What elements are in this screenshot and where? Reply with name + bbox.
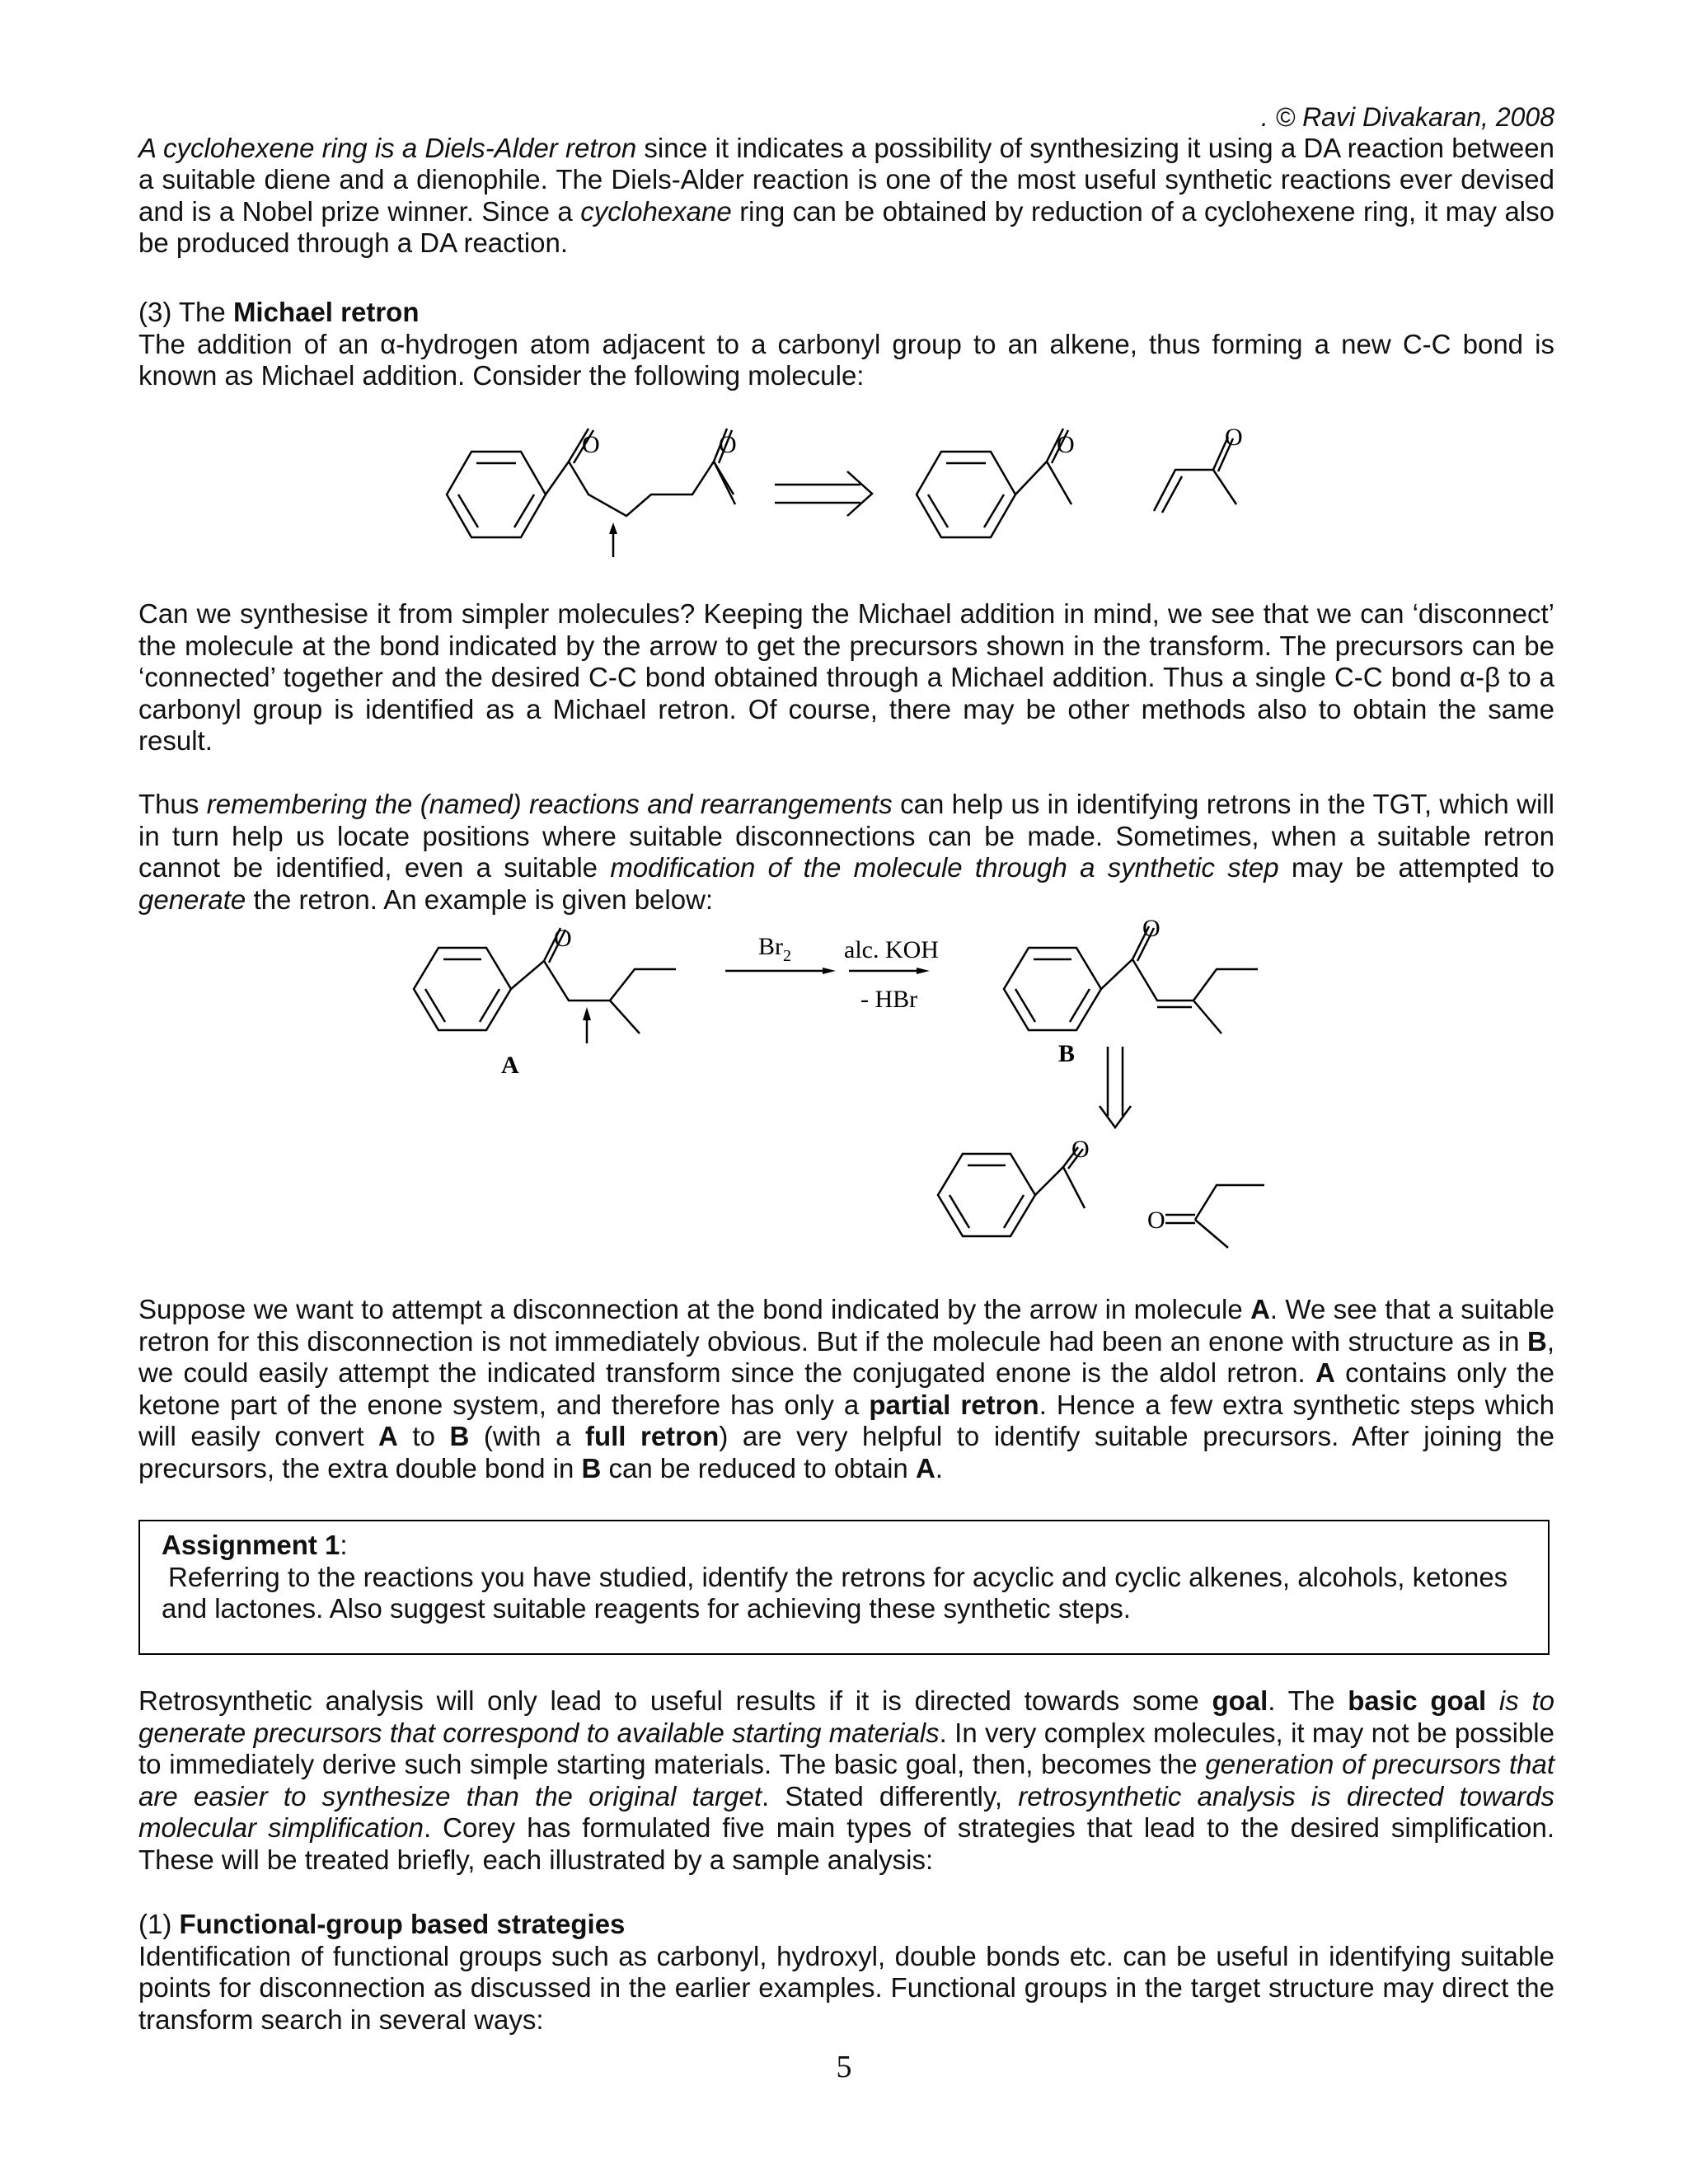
functional-group-section (138, 1909, 1554, 2036)
assignment-text: Referring to the reactions you have studied, identify the retrons for acyclic and cyclic alkenes, alcohols, ketones and lactones. Also suggest suitable reagents for achieving these synthetic steps. (162, 1561, 1508, 1624)
reagent-br2: $Br_2$ (758, 933, 791, 965)
oxygen-label: O (582, 431, 600, 458)
assignment-box (138, 1520, 1550, 1655)
assignment-title: Assignment 1: (162, 1530, 348, 1560)
retro-arrow-down (1100, 1047, 1131, 1127)
reagent-hbr: - HBr (860, 986, 918, 1013)
precursor-butanone (1147, 1185, 1264, 1248)
retrosynthetic-goal-paragraph: Retrosynthetic analysis will only lead to useful results if it is directed towards some goal. The basic goal is to generate precursors that correspond to available starting materials. In very complex molecules, it may not be possible to immediately derive such simple starting materials. The basic goal, then, becomes the generation of precursors that are easier to synthesize than the original target. Stated differently, retrosynthetic analysis is directed towards molecular simplification. Corey has formulated five main types of strategies that lead to the desired simplification. These will be treated briefly, each illustrated by a sample analysis: (138, 1685, 1555, 1875)
oxygen-label: O (1057, 431, 1075, 458)
body-text: ring can be obtained by reduction of a cyclohexene ring, it may also be produced through a DA reaction. (138, 195, 1554, 258)
oxygen-label: O (719, 431, 737, 458)
oxygen-label: O (1147, 1207, 1165, 1234)
reaction-arrow (725, 968, 930, 974)
precursor-acetophenone (938, 1136, 1090, 1236)
body-text: may be attempted to (1278, 852, 1555, 883)
body-text: Can we synthesise it from simpler molecules? Keeping the Michael addition in mind, we see that we can ‘disconnect’ the molecule at the bond indicated by the arrow to get the precursors shown in the transform. The precursors can be ‘connected’ together and the desired C-C bond obtained through a Michael addition. Thus a single C-C bond α-β to a carbonyl group is identified as a Michael retron. Of course, there may be other methods also to obtain the same result. (138, 598, 1554, 756)
body-text: Thus (138, 789, 207, 819)
oxygen-label: O (554, 925, 572, 952)
oxygen-label: O (1142, 915, 1160, 942)
italic-text: A cyclohexene ring is a Diels-Alder retron (138, 132, 637, 163)
body-text: can help us in identifying retrons in the TGT, which will in turn help us locate positions where suitable disconnections can be made. Sometimes, when a suitable retron cannot be identified, even a suitable (138, 789, 1554, 883)
body-text: the retron. An example is given below: (246, 883, 714, 915)
molecule-label-a: A (501, 1052, 519, 1079)
molecule-a (414, 925, 676, 1079)
italic-text: cyclohexane (580, 195, 732, 227)
partial-retron-paragraph: Suppose we want to attempt a disconnection at the bond indicated by the arrow in molecule A. We see that a suitable retron for this disconnection is not immediately obvious. But if the molecule had been an enone with structure as in B, we could easily attempt the indicated transform since the conjugated enone is the aldol retron. A contains only the ketone part of the enone system, and therefore has only a partial retron. Hence a few extra synthetic steps which will easily convert A to B (with a full retron) are very helpful to identify suitable precursors. After joining the precursors, the extra double bond in B can be reduced to obtain A. (138, 1294, 1555, 1483)
italic-text: modification of the molecule through a synthetic step (610, 852, 1279, 883)
oxygen-label: O (1071, 1136, 1090, 1163)
section-heading: (1) Functional-group based strategies (138, 1909, 626, 1939)
italic-text: remembering the (named) reactions and rearrangements (206, 789, 893, 819)
body-text: The addition of an α-hydrogen atom adjacent to a carbonyl group to an alkene, thus forming a new C-C bond is known as Michael addition. Consider the following molecule: (138, 328, 1554, 391)
page-number: 5 (836, 2050, 852, 2084)
molecule-b (1004, 915, 1258, 1067)
italic-text: generate (138, 883, 246, 915)
oxygen-label: O (1225, 424, 1243, 451)
reagent-koh: alc. KOH (844, 936, 939, 963)
copyright-notice: . © Ravi Divakaran, 2008 (1260, 102, 1554, 132)
molecule-label-b: B (1058, 1040, 1076, 1067)
body-text: since it indicates a possibility of synthesizing it using a DA reaction between a suitable diene and a dienophile. The Diels-Alder reaction is one of the most useful synthetic reactions ever devised and is a Nobel prize winner. Since a (138, 132, 1554, 227)
body-text: Identification of functional groups such as carbonyl, hydroxyl, double bonds etc. can be useful in identifying suitable points for disconnection as discussed in the earlier examples. Functional groups in the target structure may direct the transform search in several ways: (138, 1940, 1554, 2035)
section-heading: (3) The Michael retron (138, 297, 420, 327)
